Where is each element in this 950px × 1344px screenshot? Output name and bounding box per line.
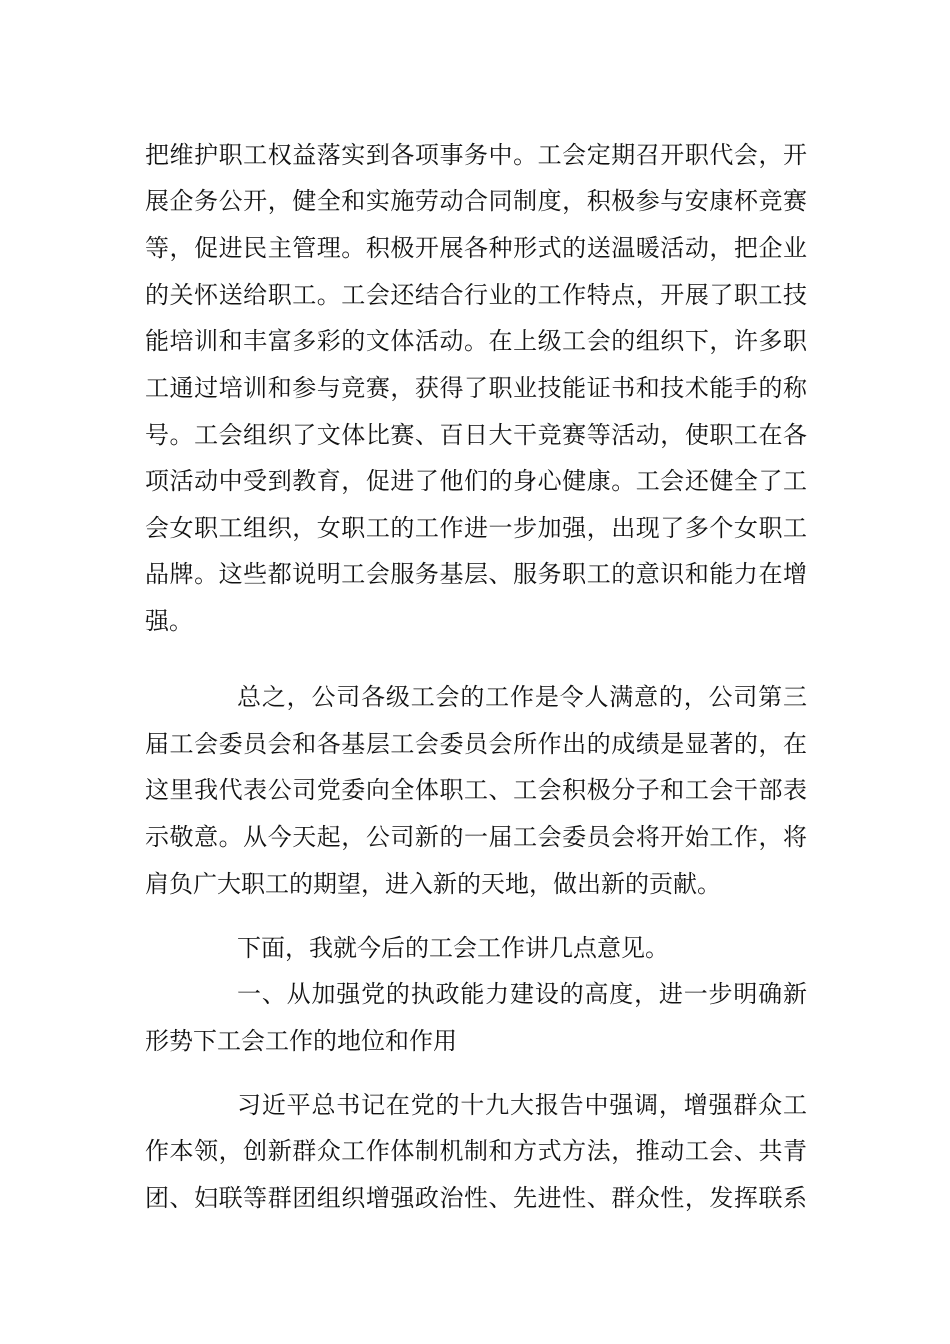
text-line: 的关怀送给职工。工会还结合行业的工作特点，开展了职工技 [145,281,807,309]
text-line: 届工会委员会和各基层工会委员会所作出的成绩是显著的，在 [145,730,807,758]
paragraph-start-line: 习近平总书记在党的十九大报告中强调，增强群众工 [237,1091,807,1119]
paragraph-start-line: 总之，公司各级工会的工作是令人满意的，公司第三 [237,683,807,711]
section-heading-line: 形势下工会工作的地位和作用 [145,1027,457,1055]
text-line: 展企务公开，健全和实施劳动合同制度，积极参与安康杯竞赛 [145,187,807,215]
text-line: 肩负广大职工的期望，进入新的天地，做出新的贡献。 [145,870,721,898]
text-line: 这里我代表公司党委向全体职工、工会积极分子和工会干部表 [145,776,807,804]
text-line: 示敬意。从今天起，公司新的一届工会委员会将开始工作，将 [145,823,807,851]
text-line: 把维护职工权益落实到各项事务中。工会定期召开职代会，开 [145,141,807,169]
paragraph-start-line: 下面，我就今后的工会工作讲几点意见。 [237,934,669,962]
text-line: 团、妇联等群团组织增强政治性、先进性、群众性，发挥联系 [145,1184,807,1212]
text-line: 品牌。这些都说明工会服务基层、服务职工的意识和能力在增 [145,560,807,588]
text-line: 作本领，创新群众工作体制机制和方式方法，推动工会、共青 [145,1137,807,1165]
text-line: 会女职工组织，女职工的工作进一步加强，出现了多个女职工 [145,514,807,542]
text-line: 号。工会组织了文体比赛、百日大干竞赛等活动，使职工在各 [145,421,807,449]
section-heading-line: 一、从加强党的执政能力建设的高度，进一步明确新 [237,980,807,1008]
text-line: 能培训和丰富多彩的文体活动。在上级工会的组织下，许多职 [145,327,807,355]
text-line: 项活动中受到教育，促进了他们的身心健康。工会还健全了工 [145,467,807,495]
text-line: 等，促进民主管理。积极开展各种形式的送温暖活动，把企业 [145,234,807,262]
text-line: 工通过培训和参与竞赛，获得了职业技能证书和技术能手的称 [145,374,807,402]
text-line: 强。 [145,607,193,635]
